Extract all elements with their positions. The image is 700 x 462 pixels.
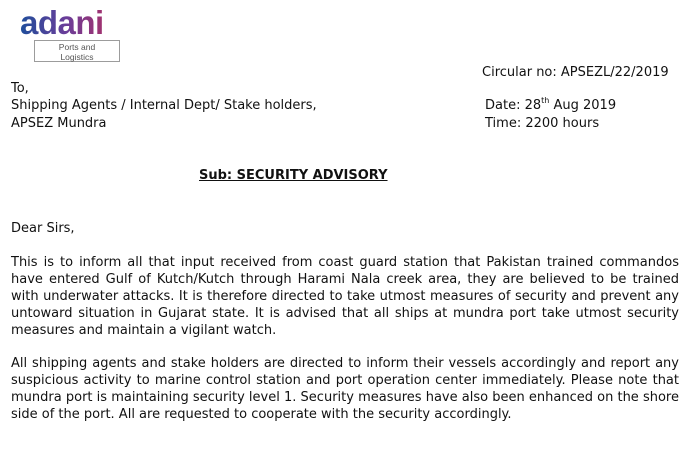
body-paragraph-1: This is to inform all that input received from coast guard station that Pakistan trained commandos have entered Gulf of Kutch/Kutch through Harami Nala creek area, they are believed to be trained with underwater attacks. It is therefore directed to take utmost measures of security and prevent any untoward situation in Gujarat state. It is advised that all ships at mundra port take utmost security measures and maintain a vigilant watch. [11,255,679,338]
logo-wordmark: adani [20,4,104,41]
body-paragraph-2: All shipping agents and stake holders are directed to inform their vessels accordingly and report any suspicious activity to marine control station and port operation center immediately. Please note that mundra port is maintaining security level 1. Security measures have also been enhanced on the shore side of the port. All are requested to cooperate with the security accordingly. [11,356,679,422]
salutation: Dear Sirs, [11,221,75,236]
date-rest: Aug 2019 [549,98,617,113]
logo-tagline-line1: Ports and [58,42,96,52]
circular-number: Circular no: APSEZL/22/2019 [482,65,669,80]
date-suffix: th [541,95,550,105]
logo-tagline-line2: Logistics [60,52,94,62]
addressee-line2: APSEZ Mundra [11,116,107,131]
addressee-line1: Shipping Agents / Internal Dept/ Stake holders, [11,98,317,113]
time-line: Time: 2200 hours [485,116,600,131]
company-logo [12,4,150,62]
logo-tagline-box [34,40,120,62]
date-line [485,97,616,114]
subject-heading: Sub: SECURITY ADVISORY [199,168,388,183]
date-prefix: Date: 28 [485,98,542,113]
to-label: To, [11,81,29,96]
